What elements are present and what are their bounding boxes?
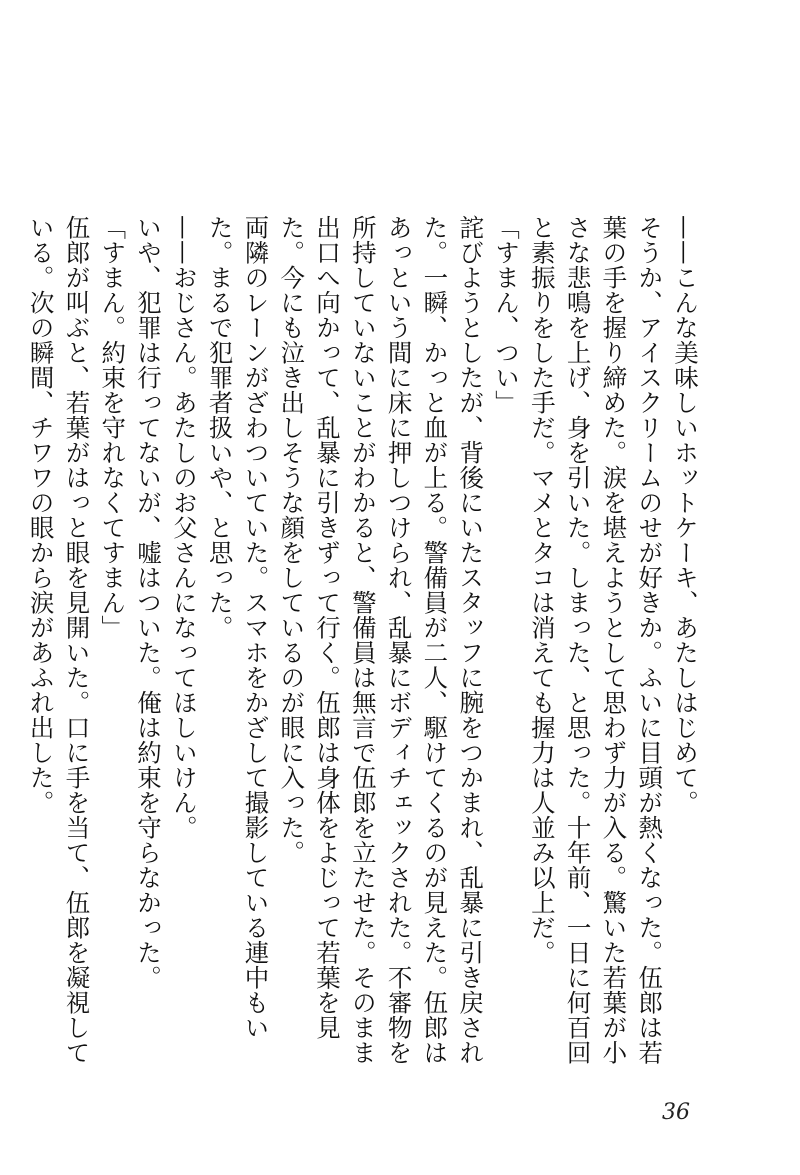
paragraph-6: ——おじさん。あたしのお父さんになってほしいけん。 xyxy=(169,215,199,840)
paragraph-7: いや、犯罪は行ってないが、嘘はついた。俺は約束を守らなかった。 xyxy=(134,215,164,990)
paragraph-5: 両隣のレーンがざわついていた。スマホをかざして撮影している連中もいた。まるで犯罪者扱いや、と思った。 xyxy=(205,215,271,1040)
paragraph-2: そうか、アイスクリームのせが好きか。ふいに目頭が熱くなった。伍郎は若葉の手を握り締めた。涙を堪えようとして思わず力が入る。驚いた若葉が小さな悲鳴を上げ、身を引いた。しまった、と思った。十年前、一日に何百回と素振りをした手だ。マメとタコは消えても握力は人並み以上だ。 xyxy=(527,215,665,1065)
paragraph-9: 伍郎が叫ぶと、若葉がはっと眼を見開いた。口に手を当て、伍郎を凝視している。次の瞬間、チワワの眼から涙があふれ出した。 xyxy=(26,215,92,1065)
paragraph-4: 詫びようとしたが、背後にいたスタッフに腕をつかまれ、乱暴に引き戻された。一瞬、かっと血が上る。警備員が二人、駆けてくるのが見えた。伍郎はあっという間に床に押しつけられ、乱暴にボディチェックされた。不審物を所持していないことがわかると、警備員は無言で伍郎を立たせた。そのまま出口へ向かって、乱暴に引きずって行く。伍郎は身体をよじって若葉を見た。今にも泣き出しそうな顔をしているのが眼に入った。 xyxy=(277,215,486,1065)
paragraph-1: ——こんな美味しいホットケーキ、あたしはじめて。 xyxy=(671,215,700,815)
page-number: 36 xyxy=(662,1100,690,1125)
paragraph-8: 「すまん。約束を守れなくてすまん」 xyxy=(98,215,128,640)
vertical-text-body xyxy=(23,215,703,1085)
paragraph-3: 「すまん、つい」 xyxy=(492,215,522,415)
